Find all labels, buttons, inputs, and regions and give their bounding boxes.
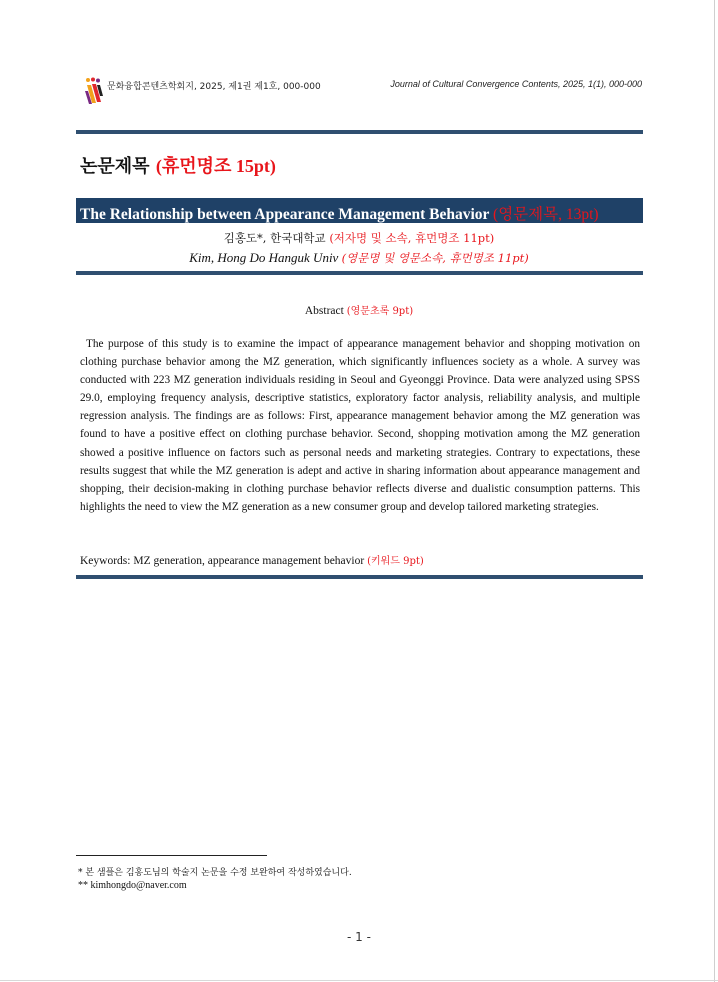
journal-citation-en: Journal of Cultural Convergence Contents, 2025, 1(1), 000-000 [390, 79, 642, 89]
keywords [80, 552, 424, 567]
footnote-rule [76, 855, 267, 856]
footnote-1: * 본 샘플은 김홍도님의 학술지 논문을 수정 보완하여 작성하였습니다. [78, 868, 352, 878]
journal-logo [85, 77, 103, 105]
authors-rule [76, 271, 643, 275]
abstract-body: The purpose of this study is to examine the impact of appearance management behavior and shopping motivation on clothing purchase behavior among the MZ generation, which significantly influences society as a whole. A survey was conducted with 223 MZ generation individuals residing in Seoul and Gyeonggi Province. Data were analyzed using SPSS 29.0, employing frequency analysis, descriptive statistics, exploratory factor analysis, reliability analysis, and multiple regression analysis. The findings are as follows: First, appearance management behavior among the MZ generation was found to have a positive effect on clothing purchase behavior. Second, shopping motivation among the MZ generation showed a positive influence on factors such as personal needs and marketing strategies. Contrary to expectations, these results suggest that while the MZ generation is adept and active in sharing information about appearance management and shopping, their decision-making in clothing purchase behavior reflects diverse and dualistic consumption patterns. This highlights the need to view the MZ generation as a new consumer group and develop tailored marketing strategies. [80, 338, 640, 513]
abstract-heading-text: Abstract [304, 305, 344, 317]
paper-title-en-text: The Relationship between Appearance Management Behavior [80, 206, 490, 223]
abstract-heading [0, 302, 718, 317]
paper-title-en [80, 202, 599, 224]
paper-title-kr-text: 논문제목 [80, 156, 150, 177]
keywords-format-note: (키워드 9pt) [367, 556, 424, 567]
keywords-rule [76, 575, 643, 579]
paper-title-en-format-note: (영문제목, 13pt) [493, 206, 599, 223]
page-edge [714, 0, 715, 982]
paper-title-kr [80, 152, 276, 178]
abstract-format-note: (영문초록 9pt) [346, 306, 414, 317]
authors-en-format-note: (영문명 및 영문소속, 휴먼명조 11pt) [341, 251, 529, 265]
authors-kr [0, 230, 718, 246]
journal-citation-kr: 문화융합콘텐츠학회지, 2025, 제1권 제1호, 000-000 [107, 82, 321, 92]
keywords-text: Keywords: MZ generation, appearance management behavior [80, 555, 365, 567]
header-rule [76, 130, 643, 134]
footnote-2-email: ** kimhongdo@naver.com [78, 880, 187, 891]
authors-en-text: Kim, Hong Do Hanguk Univ [189, 250, 339, 265]
paper-title-kr-format-note: (휴먼명조 15pt) [155, 156, 276, 176]
page-number: - 1 - [347, 930, 371, 944]
authors-kr-text: 김홍도*, 한국대학교 [223, 231, 326, 245]
authors-kr-format-note: (저자명 및 소속, 휴먼명조 11pt) [329, 231, 495, 245]
authors-en [0, 250, 718, 266]
page-edge [0, 980, 718, 981]
